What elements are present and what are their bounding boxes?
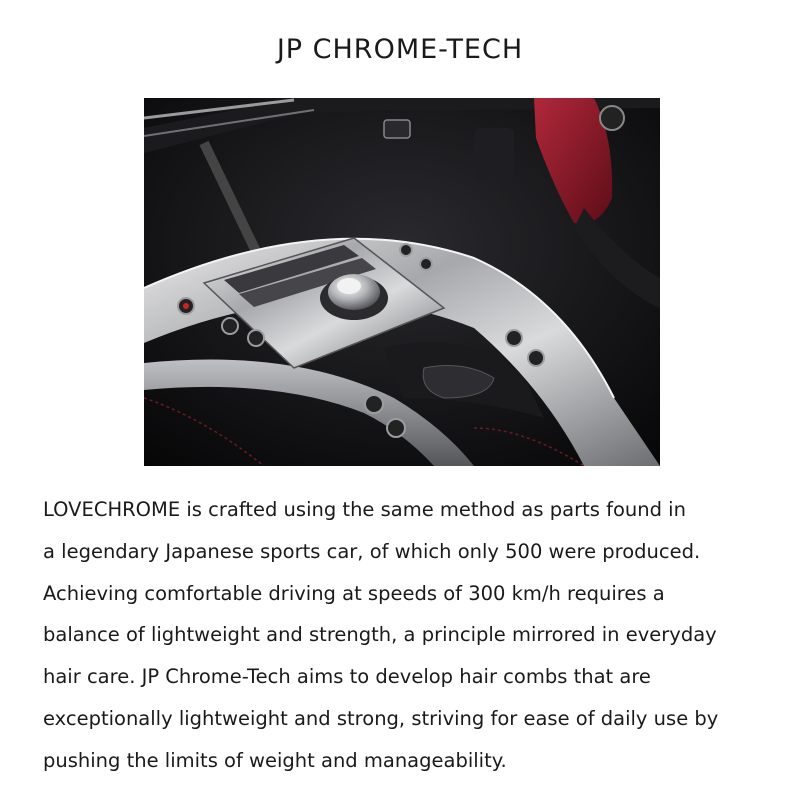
description-line: hair care. JP Chrome-Tech aims to develop hair combs that are — [43, 665, 651, 689]
description-line: pushing the limits of weight and manageability. — [43, 748, 507, 772]
description-line: exceptionally lightweight and strong, striving for ease of daily use by — [43, 706, 719, 730]
description-line: LOVECHROME is crafted using the same method as parts found in — [43, 498, 686, 521]
description-paragraph — [43, 489, 773, 782]
car-interior-photo — [144, 98, 660, 466]
page-title: JP CHROME-TECH — [276, 34, 524, 65]
description-line: Achieving comfortable driving at speeds of 300 km/h requires a — [43, 581, 665, 605]
description-line: balance of lightweight and strength, a principle mirrored in everyday — [43, 623, 717, 647]
description-line: a legendary Japanese sports car, of which only 500 were produced. — [43, 539, 701, 563]
